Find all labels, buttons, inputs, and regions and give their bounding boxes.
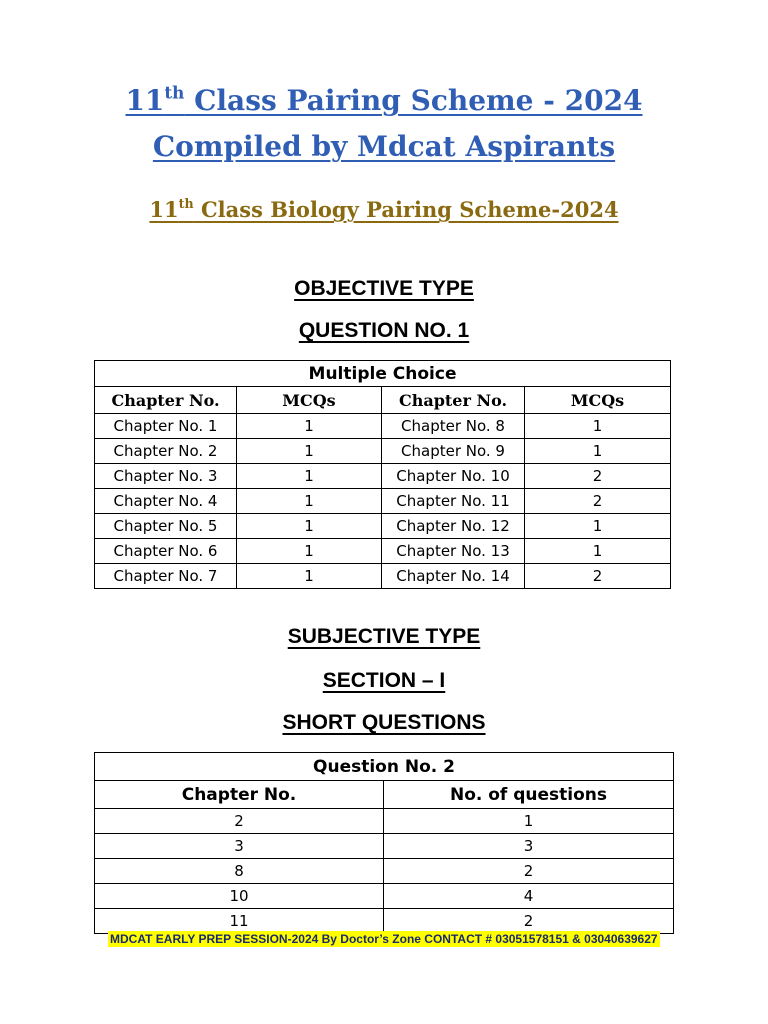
table-cell: Chapter No. 6 [95, 539, 237, 564]
table-cell: 1 [384, 809, 674, 834]
table-cell: Chapter No. 3 [95, 464, 237, 489]
table-cell: 1 [525, 514, 671, 539]
table-cell: Chapter No. 4 [95, 489, 237, 514]
mcq-header-mcqs-2: MCQs [525, 387, 671, 414]
table-cell: 1 [525, 414, 671, 439]
main-title-line-1 [0, 84, 768, 117]
table-cell: Chapter No. 9 [382, 439, 525, 464]
table-cell: 2 [384, 859, 674, 884]
table-cell: 4 [384, 884, 674, 909]
short-questions-table [94, 752, 674, 934]
table-row [95, 564, 671, 589]
mcq-header-chapter-2: Chapter No. [382, 387, 525, 414]
table-row [95, 909, 674, 934]
table-row [95, 439, 671, 464]
short-header-count: No. of questions [384, 781, 674, 809]
table-row [95, 809, 674, 834]
subtitle-text: Class Biology Pairing Scheme-2024 [193, 197, 619, 222]
table-cell: 11 [95, 909, 384, 934]
table-row [95, 414, 671, 439]
table-cell: Chapter No. 5 [95, 514, 237, 539]
mcq-header-chapter-1: Chapter No. [95, 387, 237, 414]
mcq-header-mcqs-1: MCQs [237, 387, 382, 414]
table-cell: Chapter No. 11 [382, 489, 525, 514]
table-cell: 2 [525, 564, 671, 589]
section-1-heading: SECTION – I [322, 669, 446, 692]
subtitle-number: 11 [149, 197, 179, 222]
table-cell: 1 [237, 439, 382, 464]
table-cell: Chapter No. 10 [382, 464, 525, 489]
table-row [95, 834, 674, 859]
table-cell: 3 [384, 834, 674, 859]
table-cell: 1 [237, 539, 382, 564]
table-cell: Chapter No. 8 [382, 414, 525, 439]
table-cell: 1 [237, 564, 382, 589]
short-header-chapter: Chapter No. [95, 781, 384, 809]
subtitle [0, 197, 768, 222]
table-row [95, 859, 674, 884]
subtitle-superscript: th [178, 196, 194, 212]
table-cell: Chapter No. 1 [95, 414, 237, 439]
mcq-table [94, 360, 671, 589]
short-questions-heading: SHORT QUESTIONS [282, 711, 486, 734]
subjective-type-heading: SUBJECTIVE TYPE [287, 625, 481, 648]
table-cell: 2 [95, 809, 384, 834]
table-cell: 2 [384, 909, 674, 934]
table-cell: 1 [237, 464, 382, 489]
table-cell: Chapter No. 12 [382, 514, 525, 539]
title-number: 11 [125, 84, 165, 117]
table-cell: Chapter No. 13 [382, 539, 525, 564]
table-cell: 1 [525, 539, 671, 564]
table-cell: Chapter No. 7 [95, 564, 237, 589]
table-cell: 8 [95, 859, 384, 884]
objective-type-heading: OBJECTIVE TYPE [294, 277, 474, 300]
table-cell: 2 [525, 489, 671, 514]
contact-footer: MDCAT EARLY PREP SESSION-2024 By Doctor’s Zone CONTACT # 03051578151 & 03040639627 [110, 932, 658, 946]
table-cell: Chapter No. 14 [382, 564, 525, 589]
table-row [95, 884, 674, 909]
title-text: Class Pairing Scheme - 2024 [184, 84, 643, 117]
title-superscript: th [164, 82, 185, 103]
table-cell: 10 [95, 884, 384, 909]
table-cell: 1 [237, 489, 382, 514]
table-cell: 1 [237, 514, 382, 539]
table-row [95, 489, 671, 514]
mcq-table-caption: Multiple Choice [95, 361, 671, 387]
table-cell: 3 [95, 834, 384, 859]
table-row [95, 539, 671, 564]
main-title-line-2: Compiled by Mdcat Aspirants [152, 130, 616, 163]
question-1-heading: QUESTION NO. 1 [298, 319, 470, 342]
table-cell: 1 [525, 439, 671, 464]
table-cell: Chapter No. 2 [95, 439, 237, 464]
table-cell: 2 [525, 464, 671, 489]
table-row [95, 464, 671, 489]
table-row [95, 514, 671, 539]
table-cell: 1 [237, 414, 382, 439]
short-table-caption: Question No. 2 [95, 753, 674, 781]
